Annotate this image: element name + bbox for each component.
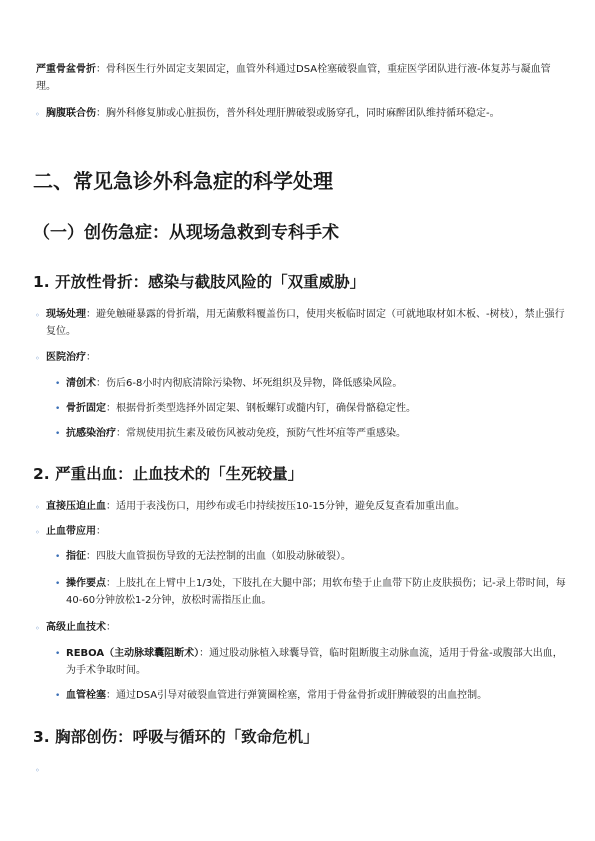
bullet-circle-icon: ◦ bbox=[35, 503, 40, 512]
reboa-term: REBOA（主动脉球囊阻断术） bbox=[66, 648, 200, 659]
embolization-term: 血管栓塞 bbox=[66, 690, 106, 701]
reboa-item bbox=[66, 645, 566, 679]
tourniquet-text: ： bbox=[96, 526, 106, 537]
advanced-hemostasis-term: 高级止血技术 bbox=[46, 622, 106, 633]
bullet-dot-icon: • bbox=[55, 649, 61, 659]
debridement-term: 清创术 bbox=[66, 378, 96, 389]
debridement-item bbox=[66, 375, 566, 392]
direct-pressure-item bbox=[46, 498, 566, 515]
thoracoabdominal-item bbox=[46, 105, 566, 122]
section-heading: 二、常见急诊外科急症的科学处理 bbox=[33, 169, 333, 193]
operation-points-item bbox=[66, 575, 566, 609]
bullet-circle-icon: ◦ bbox=[35, 354, 40, 363]
bullet-circle-icon: ◦ bbox=[35, 311, 40, 320]
direct-pressure-text: ：适用于表浅伤口，用纱布或毛巾持续按压10-15分钟，避免反复查看加重出血。 bbox=[106, 501, 466, 512]
bullet-dot-icon: • bbox=[55, 579, 61, 589]
tourniquet-term: 止血带应用 bbox=[46, 526, 96, 537]
advanced-hemostasis-text: ： bbox=[106, 622, 116, 633]
bullet-dot-icon: • bbox=[55, 552, 61, 562]
fracture-fixation-term: 骨折固定 bbox=[66, 403, 106, 414]
bullet-circle-icon: ◦ bbox=[35, 528, 40, 537]
embolization-item bbox=[66, 687, 566, 704]
topic-heading-chest-trauma: 3. 胸部创伤：呼吸与循环的「致命危机」 bbox=[33, 728, 319, 746]
operation-points-term: 操作要点 bbox=[66, 578, 106, 589]
thoracoabdominal-term: 胸腹联合伤 bbox=[46, 108, 96, 119]
hospital-treatment-item bbox=[46, 349, 566, 366]
onsite-treatment-item bbox=[46, 306, 566, 340]
thoracoabdominal-text: ：胸外科修复肺或心脏损伤，普外科处理肝脾破裂或肠穿孔，同时麻醉团队维持循环稳定-。 bbox=[96, 108, 500, 119]
operation-points-text: ：上肢扎在上臂中上1/3处，下肢扎在大腿中部；用软布垫于止血带下防止皮肤损伤；记-录上带时间，每40-60分钟放松1-2分钟，放松时需指压止血。 bbox=[66, 578, 566, 606]
anti-infection-text: ：常规使用抗生素及破伤风被动免疫，预防气性坏疽等严重感染。 bbox=[116, 428, 406, 439]
bullet-circle-icon: ◦ bbox=[35, 624, 40, 633]
anti-infection-term: 抗感染治疗 bbox=[66, 428, 116, 439]
bullet-dot-icon: • bbox=[55, 691, 61, 701]
indication-item bbox=[66, 548, 566, 565]
hospital-treatment-term: 医院治疗 bbox=[46, 352, 86, 363]
direct-pressure-term: 直接压迫止血 bbox=[46, 501, 106, 512]
pelvic-fracture-text: ：骨科医生行外固定支架固定，血管外科通过DSA栓塞破裂血管，重症医学团队进行液-体复苏与凝血管理。 bbox=[36, 64, 551, 92]
fracture-fixation-item bbox=[66, 400, 566, 417]
embolization-text: ：通过DSA引导对破裂血管进行弹簧圈栓塞，常用于骨盆骨折或肝脾破裂的出血控制。 bbox=[106, 690, 488, 701]
hospital-treatment-text: ： bbox=[86, 352, 96, 363]
bullet-dot-icon: • bbox=[55, 379, 61, 389]
debridement-text: ：伤后6-8小时内彻底清除污染物、坏死组织及异物，降低感染风险。 bbox=[96, 378, 403, 389]
tourniquet-item bbox=[46, 523, 566, 540]
topic-heading-severe-bleeding: 2. 严重出血：止血技术的「生死较量」 bbox=[33, 465, 304, 483]
onsite-treatment-text: ：避免触碰暴露的骨折端，用无菌敷料覆盖伤口，使用夹板临时固定（可就地取材如木板、-树枝），禁止强行复位。 bbox=[46, 309, 565, 337]
subsection-heading: （一）创伤急症：从现场急救到专科手术 bbox=[33, 223, 339, 243]
indication-term: 指征 bbox=[66, 551, 86, 562]
reboa-text: ：通过股动脉植入球囊导管，临时阻断腹主动脉血流，适用于骨盆-或腹部大出血，为手术争取时间。 bbox=[66, 648, 563, 676]
bullet-dot-icon: • bbox=[55, 404, 61, 414]
topic-heading-open-fracture: 1. 开放性骨折：感染与截肢风险的「双重威胁」 bbox=[33, 273, 366, 291]
bullet-dot-icon: • bbox=[55, 429, 61, 439]
fracture-fixation-text: ：根据骨折类型选择外固定架、钢板螺钉或髓内钉，确保骨骼稳定性。 bbox=[106, 403, 416, 414]
bullet-circle-icon: ◦ bbox=[35, 766, 40, 775]
anti-infection-item bbox=[66, 425, 566, 442]
bullet-circle-icon: ◦ bbox=[35, 110, 40, 119]
pelvic-fracture-paragraph bbox=[36, 61, 566, 95]
onsite-treatment-term: 现场处理 bbox=[46, 309, 86, 320]
pelvic-fracture-term: 严重骨盆骨折 bbox=[36, 64, 96, 75]
advanced-hemostasis-item bbox=[46, 619, 566, 636]
indication-text: ：四肢大血管损伤导致的无法控制的出血（如股动脉破裂）。 bbox=[86, 551, 351, 562]
